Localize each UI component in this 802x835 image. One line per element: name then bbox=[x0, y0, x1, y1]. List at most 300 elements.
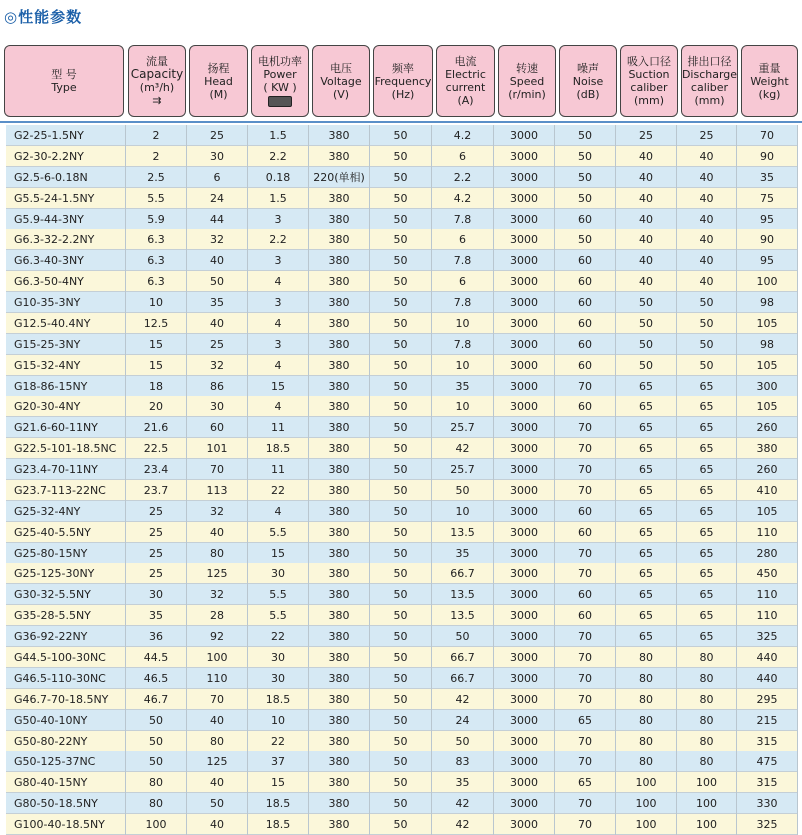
cell-model: G100-40-18.5NY bbox=[6, 814, 126, 835]
cell-speed: 3000 bbox=[494, 543, 555, 564]
cell-voltage: 380 bbox=[309, 438, 370, 459]
cell-voltage: 380 bbox=[309, 271, 370, 292]
cell-power: 15 bbox=[248, 543, 309, 564]
cell-frequency: 50 bbox=[370, 355, 432, 376]
cell-speed: 3000 bbox=[494, 751, 555, 772]
cell-head: 113 bbox=[187, 480, 248, 501]
cell-weight: 105 bbox=[737, 313, 798, 334]
header-current-cn: 电流 bbox=[454, 55, 477, 68]
cell-speed: 3000 bbox=[494, 334, 555, 355]
cell-voltage: 380 bbox=[309, 689, 370, 710]
table-row bbox=[6, 209, 798, 230]
cell-model: G80-50-18.5NY bbox=[6, 793, 126, 814]
cell-head: 125 bbox=[187, 563, 248, 584]
cell-power: 15 bbox=[248, 772, 309, 793]
cell-noise: 60 bbox=[555, 355, 616, 376]
header-power bbox=[251, 45, 309, 117]
cell-weight: 440 bbox=[737, 647, 798, 668]
cell-power: 22 bbox=[248, 731, 309, 752]
cell-voltage: 380 bbox=[309, 710, 370, 731]
cell-head: 40 bbox=[187, 250, 248, 271]
header-head bbox=[189, 45, 248, 117]
cell-noise: 60 bbox=[555, 271, 616, 292]
cell-speed: 3000 bbox=[494, 396, 555, 417]
cell-power: 4 bbox=[248, 396, 309, 417]
cell-current: 35 bbox=[432, 376, 494, 397]
cell-discharge: 40 bbox=[677, 229, 737, 250]
cell-current: 4.2 bbox=[432, 188, 494, 209]
motor-icon bbox=[268, 94, 292, 107]
cell-capacity: 25 bbox=[126, 563, 187, 584]
header-voltage-en: Voltage bbox=[320, 74, 362, 88]
cell-weight: 110 bbox=[737, 605, 798, 626]
cell-model: G23.7-113-22NC bbox=[6, 480, 126, 501]
cell-weight: 35 bbox=[737, 167, 798, 188]
cell-capacity: 15 bbox=[126, 334, 187, 355]
cell-model: G25-40-5.5NY bbox=[6, 522, 126, 543]
cell-model: G25-80-15NY bbox=[6, 543, 126, 564]
cell-voltage: 380 bbox=[309, 459, 370, 480]
table-row bbox=[6, 250, 798, 271]
cell-power: 18.5 bbox=[248, 689, 309, 710]
cell-speed: 3000 bbox=[494, 355, 555, 376]
cell-speed: 3000 bbox=[494, 459, 555, 480]
header-capacity-en: Capacity bbox=[130, 67, 184, 81]
table-row bbox=[6, 605, 798, 626]
cell-capacity: 18 bbox=[126, 376, 187, 397]
cell-frequency: 50 bbox=[370, 417, 432, 438]
header-type bbox=[4, 45, 124, 117]
header-current-en1: Electric bbox=[445, 68, 486, 81]
cell-discharge: 100 bbox=[677, 793, 737, 814]
cell-power: 0.18 bbox=[248, 167, 309, 188]
cell-weight: 95 bbox=[737, 250, 798, 271]
cell-noise: 60 bbox=[555, 250, 616, 271]
cell-speed: 3000 bbox=[494, 438, 555, 459]
cell-noise: 65 bbox=[555, 710, 616, 731]
cell-weight: 90 bbox=[737, 229, 798, 250]
table-row bbox=[6, 584, 798, 605]
cell-suction: 65 bbox=[616, 626, 677, 647]
cell-power: 1.5 bbox=[248, 125, 309, 146]
cell-model: G15-25-3NY bbox=[6, 334, 126, 355]
cell-noise: 60 bbox=[555, 522, 616, 543]
cell-suction: 65 bbox=[616, 501, 677, 522]
cell-current: 24 bbox=[432, 710, 494, 731]
cell-voltage: 380 bbox=[309, 772, 370, 793]
cell-head: 32 bbox=[187, 501, 248, 522]
cell-voltage: 380 bbox=[309, 731, 370, 752]
cell-suction: 80 bbox=[616, 647, 677, 668]
cell-head: 44 bbox=[187, 209, 248, 230]
cell-model: G25-125-30NY bbox=[6, 563, 126, 584]
header-weight bbox=[741, 45, 798, 117]
cell-capacity: 23.7 bbox=[126, 480, 187, 501]
cell-head: 92 bbox=[187, 626, 248, 647]
cell-speed: 3000 bbox=[494, 584, 555, 605]
cell-frequency: 50 bbox=[370, 167, 432, 188]
table-row bbox=[6, 793, 798, 814]
table-row bbox=[6, 188, 798, 209]
cell-noise: 60 bbox=[555, 501, 616, 522]
cell-voltage: 380 bbox=[309, 292, 370, 313]
cell-voltage: 380 bbox=[309, 605, 370, 626]
table-row bbox=[6, 710, 798, 731]
cell-head: 32 bbox=[187, 584, 248, 605]
cell-suction: 65 bbox=[616, 459, 677, 480]
header-suction-cn: 吸入口径 bbox=[627, 55, 671, 68]
cell-current: 42 bbox=[432, 814, 494, 835]
cell-model: G5.9-44-3NY bbox=[6, 209, 126, 230]
cell-noise: 70 bbox=[555, 668, 616, 689]
cell-power: 30 bbox=[248, 668, 309, 689]
cell-weight: 300 bbox=[737, 376, 798, 397]
header-weight-en: Weight bbox=[750, 74, 789, 88]
cell-head: 30 bbox=[187, 396, 248, 417]
table-header bbox=[4, 45, 798, 117]
header-capacity-cn: 流量 bbox=[146, 55, 168, 68]
cell-head: 70 bbox=[187, 689, 248, 710]
cell-capacity: 80 bbox=[126, 793, 187, 814]
cell-power: 22 bbox=[248, 626, 309, 647]
cell-capacity: 15 bbox=[126, 355, 187, 376]
cell-model: G23.4-70-11NY bbox=[6, 459, 126, 480]
header-frequency-cn: 频率 bbox=[392, 61, 414, 75]
cell-power: 5.5 bbox=[248, 584, 309, 605]
header-capacity bbox=[128, 45, 186, 117]
cell-capacity: 22.5 bbox=[126, 438, 187, 459]
cell-capacity: 20 bbox=[126, 396, 187, 417]
cell-model: G50-40-10NY bbox=[6, 710, 126, 731]
cell-head: 70 bbox=[187, 459, 248, 480]
cell-capacity: 25 bbox=[126, 543, 187, 564]
cell-frequency: 50 bbox=[370, 647, 432, 668]
cell-suction: 65 bbox=[616, 605, 677, 626]
cell-power: 1.5 bbox=[248, 188, 309, 209]
cell-suction: 40 bbox=[616, 229, 677, 250]
cell-discharge: 65 bbox=[677, 438, 737, 459]
cell-frequency: 50 bbox=[370, 209, 432, 230]
table-row bbox=[6, 417, 798, 438]
cell-power: 11 bbox=[248, 417, 309, 438]
cell-speed: 3000 bbox=[494, 793, 555, 814]
cell-suction: 50 bbox=[616, 292, 677, 313]
table-row bbox=[6, 480, 798, 501]
cell-weight: 280 bbox=[737, 543, 798, 564]
cell-suction: 65 bbox=[616, 480, 677, 501]
cell-suction: 100 bbox=[616, 772, 677, 793]
cell-current: 50 bbox=[432, 731, 494, 752]
cell-suction: 40 bbox=[616, 188, 677, 209]
cell-noise: 70 bbox=[555, 647, 616, 668]
cell-current: 10 bbox=[432, 396, 494, 417]
cell-weight: 380 bbox=[737, 438, 798, 459]
cell-noise: 70 bbox=[555, 480, 616, 501]
cell-noise: 65 bbox=[555, 772, 616, 793]
cell-discharge: 65 bbox=[677, 417, 737, 438]
cell-speed: 3000 bbox=[494, 146, 555, 167]
cell-discharge: 80 bbox=[677, 689, 737, 710]
cell-discharge: 50 bbox=[677, 355, 737, 376]
cell-speed: 3000 bbox=[494, 125, 555, 146]
cell-capacity: 35 bbox=[126, 605, 187, 626]
cell-discharge: 65 bbox=[677, 459, 737, 480]
cell-noise: 60 bbox=[555, 292, 616, 313]
cell-power: 22 bbox=[248, 480, 309, 501]
cell-current: 10 bbox=[432, 355, 494, 376]
cell-discharge: 80 bbox=[677, 710, 737, 731]
cell-head: 24 bbox=[187, 188, 248, 209]
cell-capacity: 6.3 bbox=[126, 250, 187, 271]
cell-capacity: 2 bbox=[126, 125, 187, 146]
cell-model: G22.5-101-18.5NC bbox=[6, 438, 126, 459]
header-type-cn: 型 号 bbox=[51, 68, 77, 81]
header-head-en: Head bbox=[204, 74, 233, 88]
cell-head: 86 bbox=[187, 376, 248, 397]
cell-discharge: 65 bbox=[677, 480, 737, 501]
cell-capacity: 36 bbox=[126, 626, 187, 647]
cell-weight: 440 bbox=[737, 668, 798, 689]
cell-voltage: 380 bbox=[309, 501, 370, 522]
cell-suction: 40 bbox=[616, 250, 677, 271]
cell-frequency: 50 bbox=[370, 605, 432, 626]
cell-model: G36-92-22NY bbox=[6, 626, 126, 647]
cell-frequency: 50 bbox=[370, 814, 432, 835]
cell-speed: 3000 bbox=[494, 563, 555, 584]
cell-head: 40 bbox=[187, 772, 248, 793]
table-row bbox=[6, 501, 798, 522]
cell-model: G46.5-110-30NC bbox=[6, 668, 126, 689]
table-row bbox=[6, 459, 798, 480]
cell-frequency: 50 bbox=[370, 250, 432, 271]
cell-model: G30-32-5.5NY bbox=[6, 584, 126, 605]
cell-weight: 450 bbox=[737, 563, 798, 584]
cell-head: 80 bbox=[187, 731, 248, 752]
cell-voltage: 380 bbox=[309, 563, 370, 584]
cell-suction: 65 bbox=[616, 522, 677, 543]
cell-model: G12.5-40.4NY bbox=[6, 313, 126, 334]
cell-current: 2.2 bbox=[432, 167, 494, 188]
cell-weight: 330 bbox=[737, 793, 798, 814]
cell-current: 66.7 bbox=[432, 563, 494, 584]
cell-model: G5.5-24-1.5NY bbox=[6, 188, 126, 209]
table-row bbox=[6, 146, 798, 167]
cell-speed: 3000 bbox=[494, 626, 555, 647]
cell-current: 25.7 bbox=[432, 417, 494, 438]
header-speed-en: Speed bbox=[509, 74, 545, 88]
table-row bbox=[6, 668, 798, 689]
table-row bbox=[6, 543, 798, 564]
table-row bbox=[6, 396, 798, 417]
table-row bbox=[6, 563, 798, 584]
cell-capacity: 25 bbox=[126, 501, 187, 522]
cell-model: G2-25-1.5NY bbox=[6, 125, 126, 146]
cell-model: G50-125-37NC bbox=[6, 751, 126, 772]
cell-noise: 50 bbox=[555, 146, 616, 167]
cell-weight: 105 bbox=[737, 355, 798, 376]
table-row bbox=[6, 522, 798, 543]
cell-suction: 80 bbox=[616, 668, 677, 689]
cell-noise: 60 bbox=[555, 313, 616, 334]
cell-voltage: 380 bbox=[309, 417, 370, 438]
cell-suction: 40 bbox=[616, 167, 677, 188]
cell-frequency: 50 bbox=[370, 731, 432, 752]
cell-discharge: 80 bbox=[677, 647, 737, 668]
cell-current: 35 bbox=[432, 772, 494, 793]
cell-current: 10 bbox=[432, 313, 494, 334]
header-suction-en2: caliber bbox=[630, 81, 668, 94]
cell-model: G25-32-4NY bbox=[6, 501, 126, 522]
cell-current: 25.7 bbox=[432, 459, 494, 480]
cell-head: 32 bbox=[187, 229, 248, 250]
cell-capacity: 30 bbox=[126, 584, 187, 605]
cell-voltage: 380 bbox=[309, 146, 370, 167]
cell-speed: 3000 bbox=[494, 417, 555, 438]
cell-voltage: 380 bbox=[309, 355, 370, 376]
table-row bbox=[6, 229, 798, 250]
cell-voltage: 380 bbox=[309, 313, 370, 334]
cell-capacity: 10 bbox=[126, 292, 187, 313]
header-discharge-cn: 排出口径 bbox=[687, 55, 732, 68]
table-row bbox=[6, 292, 798, 313]
cell-noise: 60 bbox=[555, 209, 616, 230]
cell-current: 7.8 bbox=[432, 292, 494, 313]
table-row bbox=[6, 334, 798, 355]
cell-current: 66.7 bbox=[432, 647, 494, 668]
cell-capacity: 50 bbox=[126, 710, 187, 731]
cell-suction: 50 bbox=[616, 334, 677, 355]
cell-power: 5.5 bbox=[248, 522, 309, 543]
cell-voltage: 380 bbox=[309, 229, 370, 250]
cell-speed: 3000 bbox=[494, 814, 555, 835]
cell-weight: 215 bbox=[737, 710, 798, 731]
cell-frequency: 50 bbox=[370, 396, 432, 417]
cell-power: 3 bbox=[248, 250, 309, 271]
cell-discharge: 80 bbox=[677, 731, 737, 752]
header-noise-cn: 噪声 bbox=[577, 61, 599, 75]
cell-speed: 3000 bbox=[494, 668, 555, 689]
cell-model: G6.3-32-2.2NY bbox=[6, 229, 126, 250]
cell-capacity: 25 bbox=[126, 522, 187, 543]
cell-voltage: 380 bbox=[309, 522, 370, 543]
header-head-unit: (M) bbox=[209, 87, 228, 101]
cell-head: 125 bbox=[187, 751, 248, 772]
cell-discharge: 40 bbox=[677, 209, 737, 230]
cell-power: 30 bbox=[248, 563, 309, 584]
cell-head: 80 bbox=[187, 543, 248, 564]
cell-current: 7.8 bbox=[432, 334, 494, 355]
header-noise bbox=[559, 45, 617, 117]
cell-discharge: 25 bbox=[677, 125, 737, 146]
cell-head: 40 bbox=[187, 710, 248, 731]
cell-capacity: 5.9 bbox=[126, 209, 187, 230]
cell-suction: 50 bbox=[616, 355, 677, 376]
header-suction bbox=[620, 45, 678, 117]
header-discharge-unit: (mm) bbox=[694, 94, 725, 107]
table-row bbox=[6, 731, 798, 752]
cell-head: 40 bbox=[187, 814, 248, 835]
cell-weight: 98 bbox=[737, 292, 798, 313]
cell-voltage: 380 bbox=[309, 334, 370, 355]
cell-discharge: 80 bbox=[677, 668, 737, 689]
flow-arrows-icon: ⇉ bbox=[152, 94, 162, 107]
cell-speed: 3000 bbox=[494, 480, 555, 501]
header-suction-unit: (mm) bbox=[633, 94, 664, 107]
cell-discharge: 65 bbox=[677, 626, 737, 647]
cell-capacity: 21.6 bbox=[126, 417, 187, 438]
cell-head: 28 bbox=[187, 605, 248, 626]
cell-model: G6.3-40-3NY bbox=[6, 250, 126, 271]
cell-suction: 40 bbox=[616, 209, 677, 230]
cell-discharge: 40 bbox=[677, 167, 737, 188]
cell-speed: 3000 bbox=[494, 229, 555, 250]
header-voltage bbox=[312, 45, 370, 117]
header-power-unit: ( KW ) bbox=[263, 81, 297, 94]
cell-weight: 110 bbox=[737, 584, 798, 605]
cell-power: 3 bbox=[248, 334, 309, 355]
cell-power: 10 bbox=[248, 710, 309, 731]
cell-voltage: 380 bbox=[309, 751, 370, 772]
cell-head: 101 bbox=[187, 438, 248, 459]
cell-capacity: 12.5 bbox=[126, 313, 187, 334]
cell-suction: 80 bbox=[616, 710, 677, 731]
cell-discharge: 65 bbox=[677, 563, 737, 584]
table-row bbox=[6, 438, 798, 459]
cell-power: 3 bbox=[248, 292, 309, 313]
cell-frequency: 50 bbox=[370, 459, 432, 480]
cell-suction: 50 bbox=[616, 313, 677, 334]
header-speed bbox=[498, 45, 556, 117]
cell-speed: 3000 bbox=[494, 376, 555, 397]
cell-voltage: 380 bbox=[309, 250, 370, 271]
table-row bbox=[6, 271, 798, 292]
header-current-en2: current bbox=[445, 81, 486, 94]
cell-noise: 60 bbox=[555, 396, 616, 417]
header-frequency-en: Frequency bbox=[374, 74, 432, 88]
cell-voltage: 220(单相) bbox=[309, 167, 370, 188]
cell-frequency: 50 bbox=[370, 146, 432, 167]
cell-power: 18.5 bbox=[248, 438, 309, 459]
cell-noise: 60 bbox=[555, 584, 616, 605]
cell-discharge: 65 bbox=[677, 584, 737, 605]
cell-capacity: 46.7 bbox=[126, 689, 187, 710]
cell-model: G44.5-100-30NC bbox=[6, 647, 126, 668]
table-row bbox=[6, 647, 798, 668]
cell-noise: 70 bbox=[555, 459, 616, 480]
cell-speed: 3000 bbox=[494, 731, 555, 752]
cell-head: 60 bbox=[187, 417, 248, 438]
cell-capacity: 2.5 bbox=[126, 167, 187, 188]
cell-noise: 70 bbox=[555, 731, 616, 752]
cell-frequency: 50 bbox=[370, 438, 432, 459]
table-row bbox=[6, 125, 798, 146]
cell-frequency: 50 bbox=[370, 751, 432, 772]
cell-weight: 98 bbox=[737, 334, 798, 355]
header-speed-unit: (r/min) bbox=[508, 87, 546, 101]
cell-weight: 75 bbox=[737, 188, 798, 209]
cell-power: 2.2 bbox=[248, 146, 309, 167]
cell-current: 66.7 bbox=[432, 668, 494, 689]
table-row bbox=[6, 355, 798, 376]
cell-current: 7.8 bbox=[432, 250, 494, 271]
cell-noise: 70 bbox=[555, 543, 616, 564]
cell-discharge: 50 bbox=[677, 334, 737, 355]
cell-voltage: 380 bbox=[309, 188, 370, 209]
cell-speed: 3000 bbox=[494, 313, 555, 334]
cell-head: 25 bbox=[187, 125, 248, 146]
cell-capacity: 80 bbox=[126, 772, 187, 793]
cell-discharge: 65 bbox=[677, 376, 737, 397]
